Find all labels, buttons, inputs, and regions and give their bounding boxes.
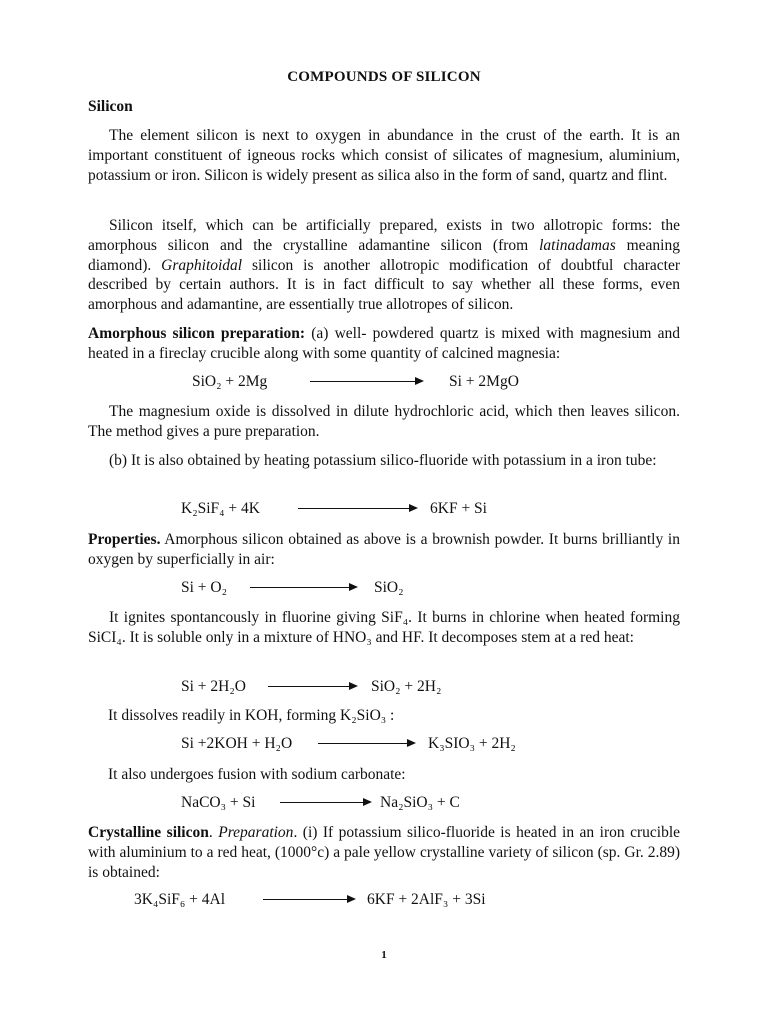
equation-1-left: SiO₂ + 2Mg (192, 373, 268, 390)
paragraph-fluorine-chlorine: It ignites spontancously in fluorine giving SiF₄. It burns in chlorine when heated forming SiCI₄. It is soluble only in a mixture of HNO₃ and HF. It decomposes stem at a red heat: (88, 609, 680, 646)
paragraph-intro: The element silicon is next to oxygen in abundance in the crust of the earth. It is an important constituent of igneous rocks which consist of silicates of magnesium, aluminium, potassium or iron. Silicon is widely present as silica also in the form of sand, quartz and flint. (88, 127, 680, 184)
equation-2 (181, 499, 541, 519)
equation-4-left: Si + 2H₂O (181, 678, 246, 695)
equation-4 (181, 677, 471, 697)
equation-5 (181, 734, 521, 754)
paragraph-allotropes: Silicon itself, which can be artificially prepared, exists in two allotropic forms: the amorphous silicon and the crystalline adamantine silicon (from latinadamas meaning diamond). Graphitoidal silicon is another allotropic modification of doubtful character described by certain authors. It is in fact difficult to say whether all these forms, even amorphous and adamantine, are essentially true allotropes of silicon. (88, 217, 680, 314)
paragraph-method-b: (b) It is also obtained by heating potassium silico-fluoride with potassium in a iron tube: (109, 452, 657, 469)
equation-3-right: SiO₂ (374, 579, 404, 596)
reaction-arrow (280, 802, 370, 803)
equation-4-right: SiO₂ + 2H₂ (371, 678, 442, 695)
equation-5-right: K₃SIO₃ + 2H₂ (428, 735, 516, 752)
reaction-arrow (318, 743, 414, 744)
reaction-arrow (298, 508, 416, 509)
equation-5-left: Si +2KOH + H₂O (181, 735, 293, 752)
reaction-arrow (263, 899, 354, 900)
equation-3-left: Si + O₂ (181, 579, 228, 596)
equation-1 (192, 372, 532, 392)
equation-6-left: NaCO₃ + Si (181, 794, 256, 811)
paragraph-amorphous-preparation: Amorphous silicon preparation: (a) well- powdered quartz is mixed with magnesium and heated in a fireclay crucible along with some quantity of calcined magnesia: (88, 325, 680, 362)
equation-6-right: Na₂SiO₃ + C (380, 794, 460, 811)
equation-7-right: 6KF + 2AlF₃ + 3Si (367, 891, 486, 908)
equation-3 (181, 578, 421, 598)
equation-7-left: 3K₄SiF₆ + 4Al (134, 891, 226, 908)
page-number: 1 (381, 949, 387, 961)
paragraph-koh: It dissolves readily in KOH, forming K₂SiO₃ : (108, 707, 395, 724)
paragraph-crystalline-silicon: Crystalline silicon. Preparation. (i) If potassium silico-fluoride is heated in an iron crucible with aluminium to a red heat, (1000°c) a pale yellow crystalline variety of silicon (sp. Gr. 2.89) is obtained: (88, 824, 681, 881)
paragraph-sodium-carbonate: It also undergoes fusion with sodium carbonate: (108, 766, 406, 783)
page-title: COMPOUNDS OF SILICON (287, 69, 481, 85)
section-heading: Silicon (88, 98, 133, 115)
equation-2-left: K₂SiF₄ + 4K (181, 500, 260, 517)
equation-7 (134, 890, 504, 910)
reaction-arrow (310, 381, 422, 382)
reaction-arrow (268, 686, 356, 687)
equation-1-right: Si + 2MgO (449, 373, 519, 390)
equation-2-right: 6KF + Si (430, 500, 487, 517)
reaction-arrow (250, 587, 356, 588)
paragraph-properties: Properties. Amorphous silicon obtained as above is a brownish powder. It burns brilliantly in oxygen by superficially in air: (88, 531, 680, 568)
equation-6 (181, 793, 471, 813)
paragraph-magnesium-oxide: The magnesium oxide is dissolved in dilute hydrochloric acid, which then leaves silicon. The method gives a pure preparation. (88, 403, 680, 440)
